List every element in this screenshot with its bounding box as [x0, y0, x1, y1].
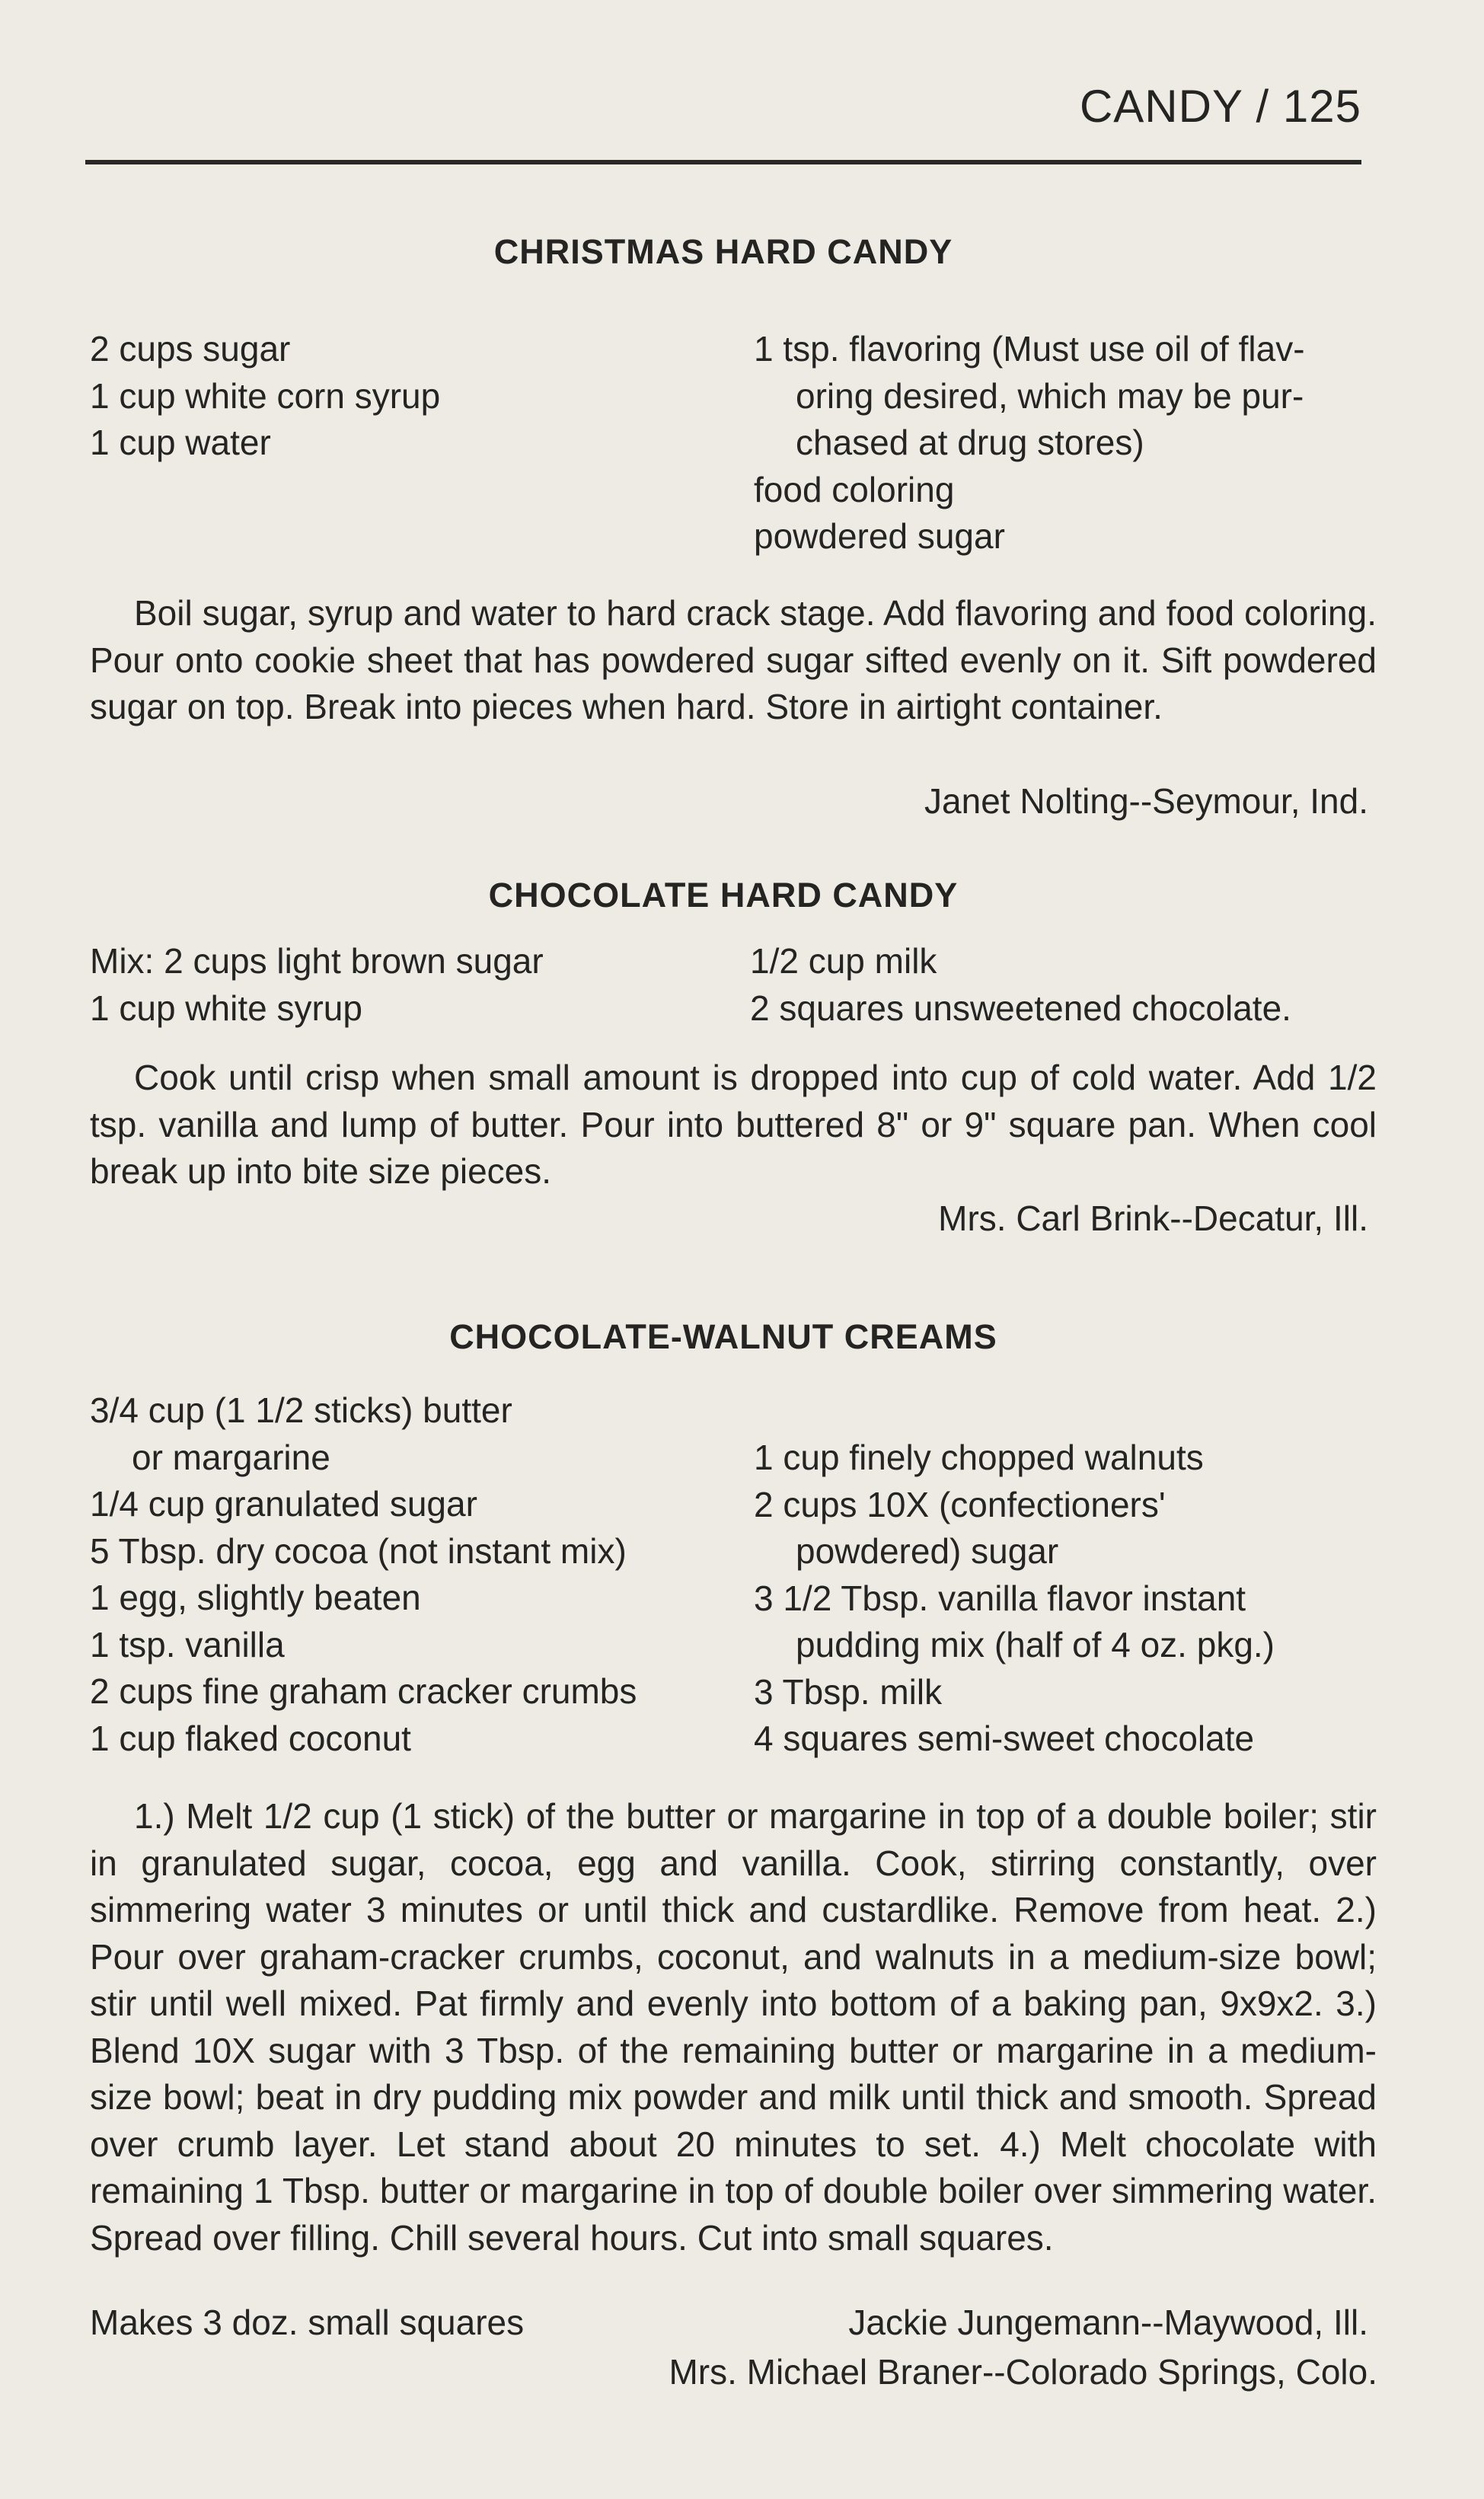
- ingredient-line: oring desired, which may be pur-: [796, 375, 1304, 416]
- recipe-title: CHRISTMAS HARD CANDY: [493, 232, 953, 271]
- recipe-credit: Mrs. Michael Braner--Colorado Springs, Colo.: [669, 2352, 1377, 2392]
- recipe-yield: Makes 3 doz. small squares: [90, 2303, 525, 2342]
- ingredients-left: [90, 938, 544, 1032]
- ingredient-line: 1/2 cup milk: [750, 941, 937, 981]
- recipe-title: CHOCOLATE-WALNUT CREAMS: [449, 1317, 997, 1356]
- ingredients-right: [750, 938, 1291, 1032]
- ingredient-line: 1 cup water: [90, 423, 271, 462]
- ingredient-line: Mix: 2 cups light brown sugar: [90, 941, 544, 981]
- header-rule: [85, 160, 1361, 164]
- ingredients-right: [754, 326, 1305, 560]
- ingredient-line: 2 cups sugar: [90, 329, 291, 369]
- ingredients-right: [754, 1435, 1275, 1763]
- page-header: [85, 76, 1361, 137]
- recipe-directions: Boil sugar, syrup and water to hard crack stage. Add flavoring and food coloring. Pour onto cookie sheet that has powdered sugar sifted evenly on it. Sift powdered sugar on top. Break into pieces when hard. Store in airtight container.: [90, 593, 1377, 726]
- ingredient-line: chased at drug stores): [796, 423, 1144, 462]
- ingredient-line: 3 1/2 Tbsp. vanilla flavor instant: [754, 1578, 1246, 1618]
- ingredient-line: 3 Tbsp. milk: [754, 1671, 943, 1712]
- recipe-directions: Cook until crisp when small amount is dropped into cup of cold water. Add 1/2 tsp. vanilla and lump of butter. Pour into buttered 8" or 9" square pan. When cool break up into bite size pieces.: [90, 1058, 1377, 1191]
- ingredient-line: 1 cup white syrup: [90, 988, 362, 1028]
- ingredient-line: 5 Tbsp. dry cocoa (not instant mix): [90, 1530, 627, 1571]
- recipe-credit: Janet Nolting--Seymour, Ind.: [924, 781, 1368, 821]
- ingredient-line: 2 cups 10X (confectioners': [754, 1484, 1166, 1524]
- ingredient-line: powdered) sugar: [796, 1531, 1059, 1571]
- ingredient-line: 1 cup finely chopped walnuts: [754, 1438, 1204, 1477]
- recipe-credit: Mrs. Carl Brink--Decatur, Ill.: [938, 1198, 1368, 1238]
- recipe-credit: Jackie Jungemann--Maywood, Ill.: [848, 2303, 1368, 2342]
- ingredient-line: 4 squares semi-sweet chocolate: [754, 1719, 1255, 1758]
- ingredient-line: pudding mix (half of 4 oz. pkg.): [796, 1625, 1275, 1664]
- ingredient-line: food coloring: [754, 469, 955, 509]
- ingredient-line: 1 cup flaked coconut: [90, 1718, 411, 1758]
- ingredient-line: 1/4 cup granulated sugar: [90, 1484, 477, 1524]
- running-head: CANDY / 125: [1079, 81, 1361, 132]
- ingredient-line: 2 cups fine graham cracker crumbs: [90, 1671, 637, 1711]
- ingredient-line: 2 squares unsweetened chocolate.: [750, 988, 1291, 1028]
- ingredient-line: powdered sugar: [754, 516, 1005, 556]
- ingredient-line: 1 tsp. vanilla: [90, 1624, 285, 1664]
- recipe-directions: 1.) Melt 1/2 cup (1 stick) of the butter or margarine in top of a double boiler; stir in granulated sugar, cocoa, egg and vanilla. Cook, stirring constantly, over simmering water 3 minutes or until thick and custardlike. Remove from heat. 2.) Pour over graham-cracker crumbs, coconut, and walnuts in a medium-size bowl; stir until well mixed. Pat firmly and evenly into bottom of a baking pan, 9x9x2. 3.) Blend 10X sugar with 3 Tbsp. of the remaining butter or margarine in a medium-size bowl; beat in dry pudding mix powder and milk until thick and smooth. Spread over crumb layer. Let stand about 20 minutes to set. 4.) Melt chocolate with remaining 1 Tbsp. butter or margarine in top of double boiler over simmering water. Spread over filling. Chill several hours. Cut into small squares.: [90, 1796, 1377, 2258]
- recipe-title: CHOCOLATE HARD CANDY: [488, 876, 959, 914]
- ingredient-line: or margarine: [132, 1437, 330, 1477]
- ingredients-left: [90, 1387, 637, 1762]
- ingredient-line: 1 egg, slightly beaten: [90, 1578, 421, 1617]
- ingredient-line: 1 cup white corn syrup: [90, 375, 441, 416]
- ingredient-line: 1 tsp. flavoring (Must use oil of flav-: [754, 329, 1305, 369]
- ingredients-left: [90, 326, 440, 467]
- ingredient-line: 3/4 cup (1 1/2 sticks) butter: [90, 1390, 512, 1430]
